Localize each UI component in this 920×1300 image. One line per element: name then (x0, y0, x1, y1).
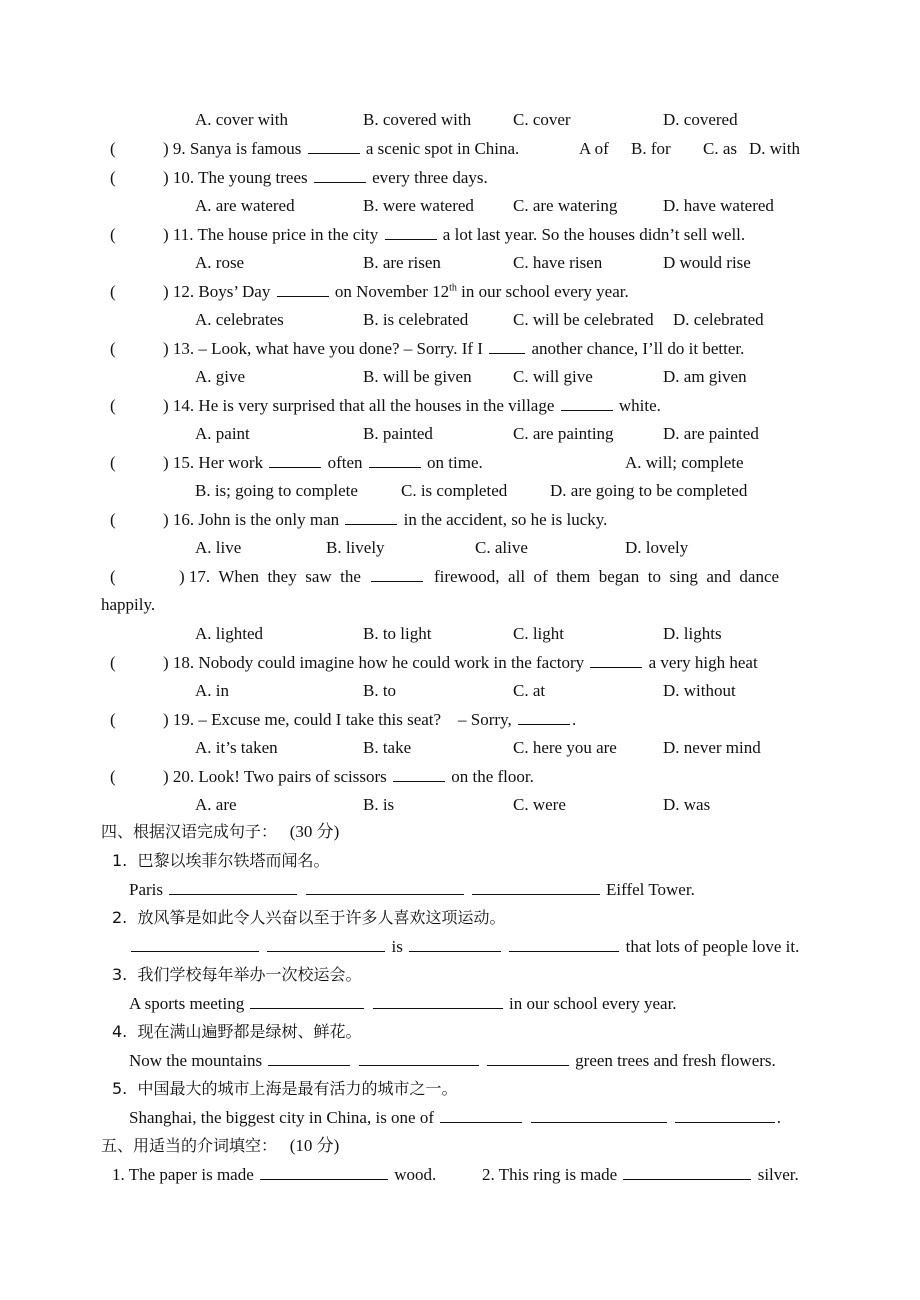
q11-option-a: A. rose (195, 253, 245, 272)
s4-item3-chinese: 3. 我们学校每年举办一次校运会。 (112, 965, 362, 984)
q10-stem: ) 10. The young trees every three days. (163, 168, 488, 187)
q13-blank (489, 339, 525, 354)
q15-answer-paren-open: ( (110, 453, 116, 472)
q12-stem: ) 12. Boys’ Day on November 12th in our school every year. (163, 282, 629, 301)
q19-option-b: B. take (363, 738, 412, 757)
q9-option-d: D. with (749, 139, 800, 158)
q15-option-c: C. is completed (401, 481, 508, 500)
q12-answer-paren-open: ( (110, 282, 116, 301)
s4-item2-blank-4 (509, 937, 619, 952)
q11-option-b: B. are risen (363, 253, 441, 272)
s5-item2: 2. This ring is made silver. (482, 1165, 799, 1184)
q19-blank (518, 710, 570, 725)
s5-item2-blank (623, 1165, 751, 1180)
q12-option-c: C. will be celebrated (513, 310, 654, 329)
q20-blank (393, 767, 445, 782)
q14-answer-paren-open: ( (110, 396, 116, 415)
q8-option-c: C. cover (513, 110, 571, 129)
s5-item1: 1. The paper is made wood. (112, 1165, 437, 1184)
q10-option-c: C. are watering (513, 196, 618, 215)
q15-option-d: D. are going to be completed (550, 481, 748, 500)
q14-stem: ) 14. He is very surprised that all the houses in the village white. (163, 396, 661, 415)
s4-item2-blank-3 (409, 937, 501, 952)
q19-option-d: D. never mind (663, 738, 761, 757)
q18-stem: ) 18. Nobody could imagine how he could work in the factory a very high heat (163, 653, 758, 672)
q12-option-b: B. is celebrated (363, 310, 469, 329)
q16-option-a: A. live (195, 538, 242, 557)
q18-option-d: D. without (663, 681, 736, 700)
s4-item2-english: is that lots of people love it. (129, 937, 799, 957)
s4-item1-english: Paris Eiffel Tower. (129, 880, 695, 899)
q8-option-b: B. covered with (363, 110, 472, 129)
q11-option-d: D would rise (663, 253, 751, 272)
q9-option-b: B. for (631, 139, 671, 158)
q15-option-a: A. will; complete (625, 453, 744, 472)
s4-item1-blank-3 (472, 880, 600, 895)
q16-blank (345, 510, 397, 525)
q10-option-d: D. have watered (663, 196, 774, 215)
section5-heading: 五、用适当的介词填空： (10 分) (101, 1136, 340, 1155)
q15-blank-1 (269, 453, 321, 468)
q8-option-a: A. cover with (195, 110, 289, 129)
q11-blank (385, 225, 437, 240)
q18-option-c: C. at (513, 681, 546, 700)
q15-stem: ) 15. Her work often on time. (163, 453, 483, 472)
q13-option-c: C. will give (513, 367, 593, 386)
q10-answer-paren-open: ( (110, 168, 116, 187)
s4-item3-blank-2 (373, 994, 503, 1009)
q11-answer-paren-open: ( (110, 225, 116, 244)
q18-option-a: A. in (195, 681, 229, 700)
q11-stem: ) 11. The house price in the city a lot last year. So the houses didn’t sell well. (163, 225, 746, 244)
s4-item2-blank-2 (267, 937, 385, 952)
q18-blank (590, 653, 642, 668)
q17-option-c: C. light (513, 624, 565, 643)
q20-option-d: D. was (663, 795, 711, 814)
s4-item4-blank-2 (359, 1051, 479, 1066)
q20-option-b: B. is (363, 795, 395, 814)
s4-item5-chinese: 5. 中国最大的城市上海是最有活力的城市之一。 (112, 1079, 458, 1098)
q16-option-b: B. lively (326, 538, 385, 557)
q20-option-a: A. are (195, 795, 237, 814)
q10-option-a: A. are watered (195, 196, 295, 215)
q14-option-c: C. are painting (513, 424, 614, 443)
q19-stem: ) 19. – Excuse me, could I take this seat? – Sorry, . (163, 710, 577, 729)
q16-option-d: D. lovely (625, 538, 689, 557)
q9-option-c: C. as (703, 139, 737, 158)
q17-answer-paren-open: ( (110, 567, 116, 586)
q12-blank (277, 282, 329, 297)
q17-option-a: A. lighted (195, 624, 263, 643)
q15-option-b: B. is; going to complete (195, 481, 358, 500)
q19-option-a: A. it’s taken (195, 738, 278, 757)
section4-heading: 四、根据汉语完成句子： (30 分) (101, 822, 340, 841)
q17-option-d: D. lights (663, 624, 722, 643)
q20-stem: ) 20. Look! Two pairs of scissors on the floor. (163, 767, 534, 786)
q13-option-b: B. will be given (363, 367, 472, 386)
s4-item2-chinese: 2. 放风筝是如此令人兴奋以至于许多人喜欢这项运动。 (112, 908, 506, 927)
s4-item5-english: Shanghai, the biggest city in China, is one of . (129, 1108, 782, 1127)
q17-blank (371, 567, 423, 582)
s4-item1-blank-2 (306, 880, 464, 895)
q9-stem: ) 9. Sanya is famous a scenic spot in China. (163, 139, 520, 158)
q15-blank-2 (369, 453, 421, 468)
q14-option-b: B. painted (363, 424, 433, 443)
q17-stem-continued: happily. (101, 595, 156, 614)
q10-option-b: B. were watered (363, 196, 474, 215)
q18-option-b: B. to (363, 681, 397, 700)
q18-answer-paren-open: ( (110, 653, 116, 672)
q19-answer-paren-open: ( (110, 710, 116, 729)
q14-option-d: D. are painted (663, 424, 759, 443)
q16-answer-paren-open: ( (110, 510, 116, 529)
q10-blank (314, 168, 366, 183)
s4-item3-blank-1 (250, 994, 364, 1009)
s4-item1-blank-1 (169, 880, 297, 895)
s5-item1-blank (260, 1165, 388, 1180)
s4-item4-blank-3 (487, 1051, 569, 1066)
s4-item5-blank-2 (531, 1108, 667, 1123)
q14-option-a: A. paint (195, 424, 250, 443)
q20-answer-paren-open: ( (110, 767, 116, 786)
q17-option-b: B. to light (363, 624, 432, 643)
q13-answer-paren-open: ( (110, 339, 116, 358)
q19-option-c: C. here you are (513, 738, 617, 757)
s4-item2-blank-1 (131, 937, 259, 952)
q8-option-d: D. covered (663, 110, 738, 129)
q16-stem: ) 16. John is the only man in the accident, so he is lucky. (163, 510, 608, 529)
s4-item4-chinese: 4. 现在满山遍野都是绿树、鲜花。 (112, 1022, 362, 1041)
q13-option-a: A. give (195, 367, 246, 386)
s4-item1-chinese: 1. 巴黎以埃菲尔铁塔而闻名。 (112, 851, 330, 870)
q17-stem: ) 17. When they saw the firewood, all of them began to sing and dance (179, 567, 780, 586)
s4-item4-english: Now the mountains green trees and fresh flowers. (129, 1051, 776, 1070)
q13-stem: ) 13. – Look, what have you done? – Sorry. If I another chance, I’ll do it better. (163, 339, 745, 358)
s4-item5-blank-3 (675, 1108, 775, 1123)
q9-answer-paren-open: ( (110, 139, 116, 158)
q20-option-c: C. were (513, 795, 566, 814)
q12-option-d: D. celebrated (673, 310, 764, 329)
s4-item4-blank-1 (268, 1051, 350, 1066)
q11-option-c: C. have risen (513, 253, 603, 272)
s4-item5-blank-1 (440, 1108, 522, 1123)
q9-option-a: A of (579, 139, 609, 158)
s4-item3-english: A sports meeting in our school every year. (129, 994, 677, 1013)
q16-option-c: C. alive (475, 538, 528, 557)
q14-blank (561, 396, 613, 411)
q12-option-a: A. celebrates (195, 310, 284, 329)
q9-blank (308, 139, 360, 154)
q13-option-d: D. am given (663, 367, 747, 386)
